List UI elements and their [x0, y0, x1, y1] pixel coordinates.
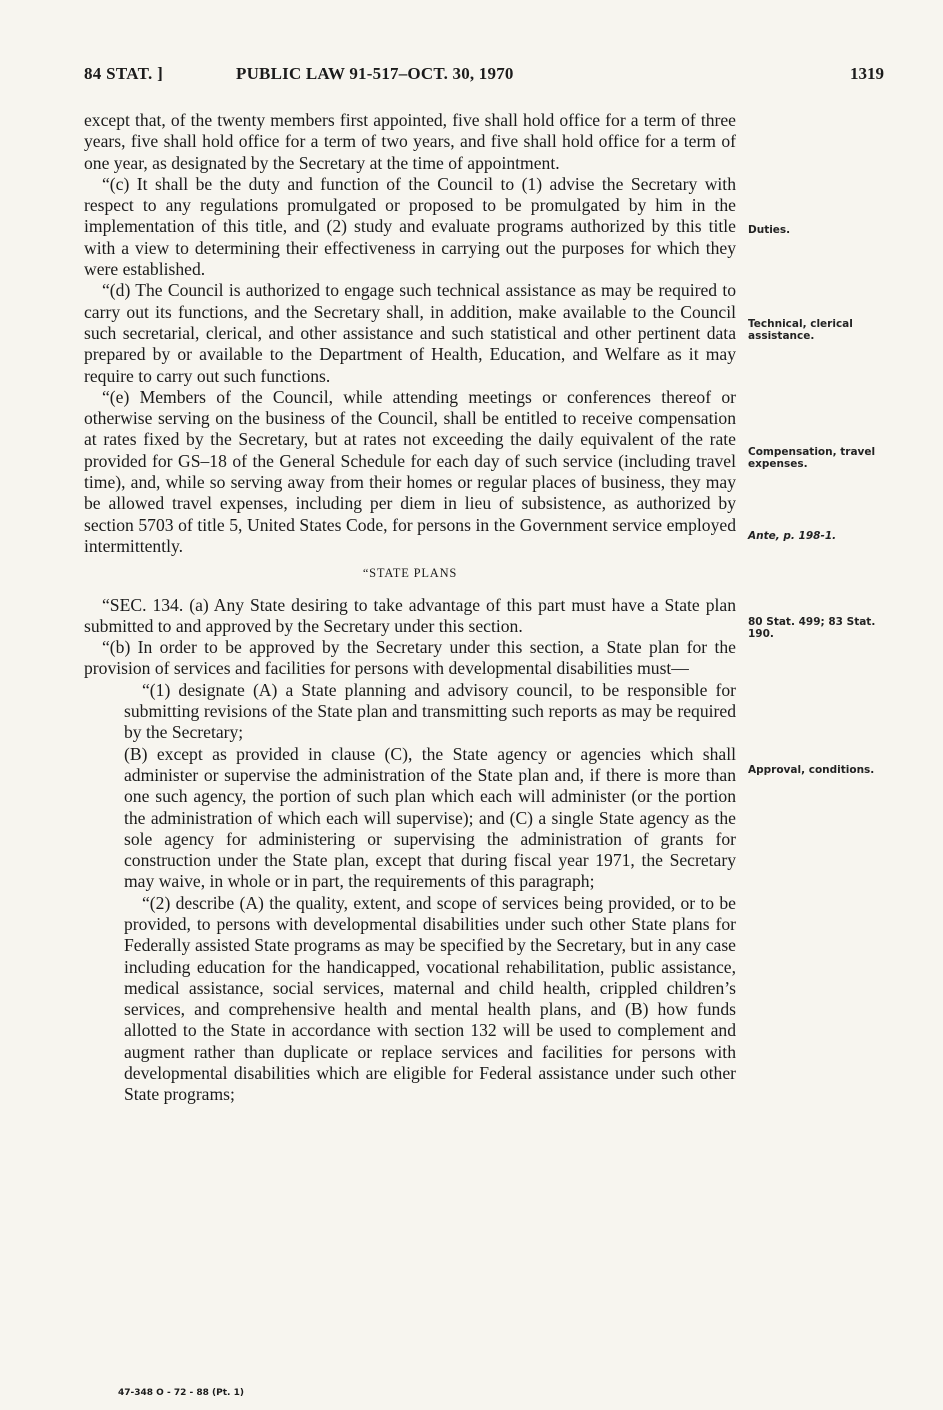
statute-volume: 84 STAT. ] [84, 64, 164, 83]
paragraph-d-technical: “(d) The Council is authorized to engage such technical assistance as may be required to carry out its functions, and the Secretary shall, in addition, make available to the Council such secretarial, clerical, and other assistance and such statistical and other pertinent data prepared by or available to the Department of Health, Education, and Welfare as it may require to carry out such functions. [84, 280, 736, 386]
paragraph-b-approval: “(b) In order to be approved by the Secretary under this section, a State plan for the provision of services and facilities for persons with developmental disabilities must— [84, 637, 736, 679]
margin-note-ante: Ante, p. 198-1. [748, 530, 837, 542]
paragraph-1-b-c: (B) except as provided in clause (C), the State agency or agencies which shall administer or supervise the administration of the State plan and, if there is more than one such agency, the portion of such plan which each will administer (or the portion the administration of which each will supervise); and (C) a single State agency as the sole agency for administering or supervising the administration of grants for construction under the State plan, except that during fiscal year 1971, the Secretary may waive, in whole or in part, the requirements of this paragraph; [124, 743, 736, 892]
margin-note-compensation: Compensation, travel expenses. [748, 446, 876, 470]
footer-print-code: 47-348 O - 72 - 88 (Pt. 1) [118, 1388, 244, 1398]
paragraph-2-describe: “(2) describe (A) the quality, extent, and scope of services being provided, or to be provided, to persons with developmental disabilities under such other State plans for Federally assisted State programs as may be specified by the Secretary, but in any case including education for the handicapped, vocational rehabilitation, public assistance, medical assistance, social services, maternal and child health, crippled children’s services, and comprehensive health and mental health plans, and (B) how funds allotted to the State in accordance with section 132 will be used to complement and augment rather than duplicate or replace services and facilities for persons with developmental disabilities which are eligible for Federal assistance under such other State programs; [124, 892, 736, 1105]
paragraph-1-designate: “(1) designate (A) a State planning and advisory council, to be responsible for submitting revisions of the State plan and transmitting such reports as may be required by the Secretary; [124, 679, 736, 743]
margin-note-stat: 80 Stat. 499; 83 Stat. 190. [748, 616, 876, 640]
paragraph-term-of-office: except that, of the twenty members first appointed, five shall hold office for a term of three years, five shall hold office for a term of two years, and five shall hold office for a term of one year, as designated by the Secretary at the time of appointment. [84, 110, 736, 173]
paragraph-c-duties: “(c) It shall be the duty and function of the Council to (1) advise the Secretary with respect to any regulations promulgated or proposed to be promulgated by him in the implementation of this title, and (2) study and evaluate programs authorized by this title with a view to determining their effectiveness in carrying out the purposes for which they were established. [84, 173, 736, 280]
section-heading-state-plans: “STATE PLANS [362, 566, 458, 581]
margin-note-approval: Approval, conditions. [748, 764, 875, 776]
paragraph-e-compensation: “(e) Members of the Council, while attending meetings or conferences thereof or otherwise serving on the business of the Council, shall be entitled to receive compensation at rates fixed by the Secretary, but at rates not exceeding the daily equivalent of the rate provided for GS–18 of the General Schedule for each day of such service (including travel time), and, while so serving away from their homes or regular places of business, they may be allowed travel expenses, including per diem in lieu of subsistence, as authorized by section 5703 of title 5, United States Code, for persons in the Government service employed intermittently. [84, 386, 736, 556]
margin-note-duties: Duties. [748, 224, 791, 236]
margin-note-technical: Technical, clerical assistance. [748, 318, 853, 342]
page-number: 1319 [850, 64, 884, 83]
page-header [84, 64, 884, 90]
body-text [84, 110, 736, 1106]
paragraph-sec-134-a: “SEC. 134. (a) Any State desiring to take advantage of this part must have a State plan submitted to and approved by the Secretary under this section. [84, 594, 736, 636]
law-title: PUBLIC LAW 91-517–OCT. 30, 1970 [236, 64, 514, 83]
